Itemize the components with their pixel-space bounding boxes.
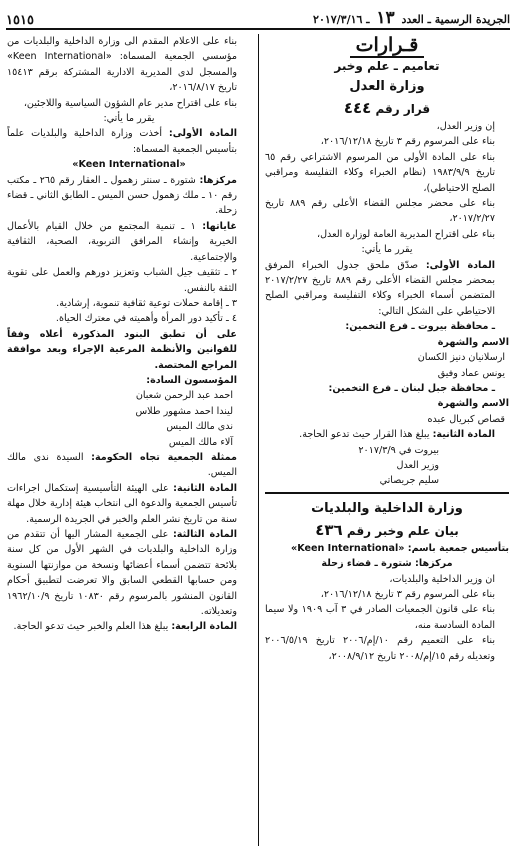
preamble-line: بناء على محضر مجلس القضاء الأعلى رقم ٨٨٩ تاريخ ٢٠١٧/٢/٢٧، [265,198,495,225]
header-gazette-name: الجريدة الرسمية ـ العدد [401,13,510,26]
right-column [265,34,509,852]
preamble-line: بناء على التعميم رقم ١٠/إم/٢٠٠٦ تاريخ ٢٠٠٦/٥/١٩ وتعديله رقم ١٥/إم/٢٠٠٨ تاريخ ٢٠٠٨/٩/١٢، [265,635,495,662]
preamble-line: بناء على اقتراح المديرية العامة لوزارة العدل، [316,228,495,240]
article-2: المادة الثانية: على الهيئة التأسيسية إستكمال اجراءات تأسيس الجمعية والدعوة الى انتخاب هيئة إدارية خلال مهلة سنة من تاريخ نشر العلم والخبر في الجريدة الرسمية. [7,482,238,525]
ministry-heading-2: وزارة الداخلية والبلديات [311,500,463,516]
mount-lebanon-heading: ـ محافظة جبل لبنان ـ فرع التخمين: [328,382,495,394]
header-date: ـ ٢٠١٧/٣/١٦ [313,13,370,26]
name-column-header: الاسم والشهرة [437,398,509,410]
decision-heading: قرار رقم ٤٤٤ [343,99,431,117]
left-column [7,34,251,852]
expert-name: ارسلانيان دنيز الكسان [417,352,505,364]
decides-line: يقرر ما يأتي: [361,244,413,256]
proposal-paragraph: بناء على اقتراح مدير عام الشؤون السياسية واللاجئين، [23,97,237,109]
preamble-line: بناء على المادة الأولى من المرسوم الاشتراعي رقم ٦٥ تاريخ ١٩٨٣/٩/٩ (نظام الخبراء وكلاء التفليسة ومراقبي الصلح الاحتياطي)، [265,151,496,194]
header-issue-number: ١٣ [376,8,395,28]
expert-name: يونس عماد وفيق [437,367,505,379]
preamble-line: ان وزير الداخلية والبلديات، [389,573,495,585]
article-3: المادة الثالثة: على الجمعية المشار اليها أن تتقدم من وزارة الداخلية والبلديات في الشهر الأول من كل سنة بلائحة تتضمن أسماء أعضائها ونسخة من موازنتها السنوية ومن حسابها القطعي السابق والا تعرضت لتطبيق أحكام القانون المنشور بالمرسوم رقم ١٠٨٣٠ تاريخ ١٩٦٢/١٠/٩ وتعديلاته. [7,529,237,618]
association-line: بتأسيس جمعية باسم: «Keen International» [291,542,509,554]
section-title: قـرارات [265,34,509,56]
section-subtitle: تعاميم ـ علم وخبر [334,59,440,73]
column-divider [258,34,259,846]
header-page-number: ١٥١٥ [6,13,34,28]
page-header [6,4,510,30]
section-rule [265,492,509,494]
founder-name: ندى مالك الميس [166,421,233,433]
condition-paragraph: على أن تطبق البنود المذكورة أعلاه وفقاً للقوانين والأنظمة المرعية الإجراء وبعد موافقة المراجع المختصة. [7,328,237,371]
headquarters: مركزها: شتورة ـ سنتر زهمول ـ العقار رقم ٢٦٥ ـ مكتب رقم ١٠ ـ ملك زهمول حسن الميس ـ الطابق الثاني ـ قضاء زحلة. [7,174,237,217]
founders-label: المؤسسون السادة: [146,374,237,386]
signature-title: وزير العدل [396,459,439,471]
name-column-header: الاسم والشهرة [437,336,509,348]
decides-line: يقرر ما يأتي: [103,113,155,125]
intro-paragraph: بناء على الاعلام المقدم الى وزارة الداخلية والبلديات من مؤسسي الجمعية المسماة: «Keen International» والمسجل لدى المديرية الادارية المشتركة برقم ١٥٤١٣ تاريخ ٢٠١٦/٨/١٧، [7,36,237,94]
statement-heading: بيان علم وخبر رقم ٤٣٦ [315,520,459,539]
association-name: «Keen International» [72,159,186,171]
preamble-line: إن وزير العدل، [436,121,495,132]
header-gazette-info [313,8,510,28]
article-1: المادة الأولى: صدّق ملحق جدول الخبراء المرفق بمحضر مجلس القضاء الأعلى رقم ٨٨٩ تاريخ ٢٠١٧/٢/٢٧ المتضمن أسماء الخبراء وكلاء التفليسة ومراقبي الصلح الاحتياطي على الشكل التالي: [265,259,495,317]
goals: غاياتها: ١ ـ تنمية المجتمع من خلال القيام بالأعمال الخيرية وإنشاء المرافق التربوية، الصحية، الثقافية والإجتماعية. [7,220,237,263]
representative: ممثلة الجمعية تجاه الحكومة: السيدة ندى مالك الميس. [7,451,237,479]
preamble-line: بناء على المرسوم رقم ٣ تاريخ ٢٠١٦/١٢/١٨، [320,136,495,148]
goal-item: ٣ ـ إقامة حملات توعية ثقافية تنموية، إرشادية. [56,297,237,309]
preamble-line: بناء على المرسوم رقم ٣ تاريخ ٢٠١٦/١٢/١٨، [320,588,495,600]
article-1: المادة الأولى: أخذت وزارة الداخلية والبلديات علماً بتأسيس الجمعية المسماة: [7,128,237,155]
signature-place-date: بيروت في ٢٠١٧/٣/٩ [358,444,439,456]
expert-name: قصاص كبريال عبده [427,413,505,425]
goal-item: ٢ ـ تثقيف جيل الشباب وتعزيز دورهم والعمل على تقوية الثقة بالنفس. [7,267,237,294]
article-2: المادة الثانية: يبلغ هذا القرار حيث تدعو الحاجة. [299,429,495,441]
goal-item: ٤ ـ تأكيد دور المرأة وأهميته في معترك الحياة. [55,313,237,325]
signature-name: سليم جريصاتي [379,475,439,487]
association-center: مركزها: شتورة ـ قضاء زحلة [321,558,453,570]
founder-name: احمد عبد الرحمن شعبان [135,390,233,402]
article-4: المادة الرابعة: يبلغ هذا العلم والخبر حيث تدعو الحاجة. [13,621,237,633]
founder-name: ليندا احمد مشهور طلاس [135,405,233,417]
beirut-heading: ـ محافظة بيروت ـ فرع التخمين: [345,321,495,333]
founder-name: آلاء مالك الميس [168,436,233,448]
preamble-line: بناء على قانون الجمعيات الصادر في ٣ آب ١٩٠٩ ولا سيما المادة السادسة منه، [265,604,495,631]
ministry-heading: وزارة العدل [349,79,425,94]
